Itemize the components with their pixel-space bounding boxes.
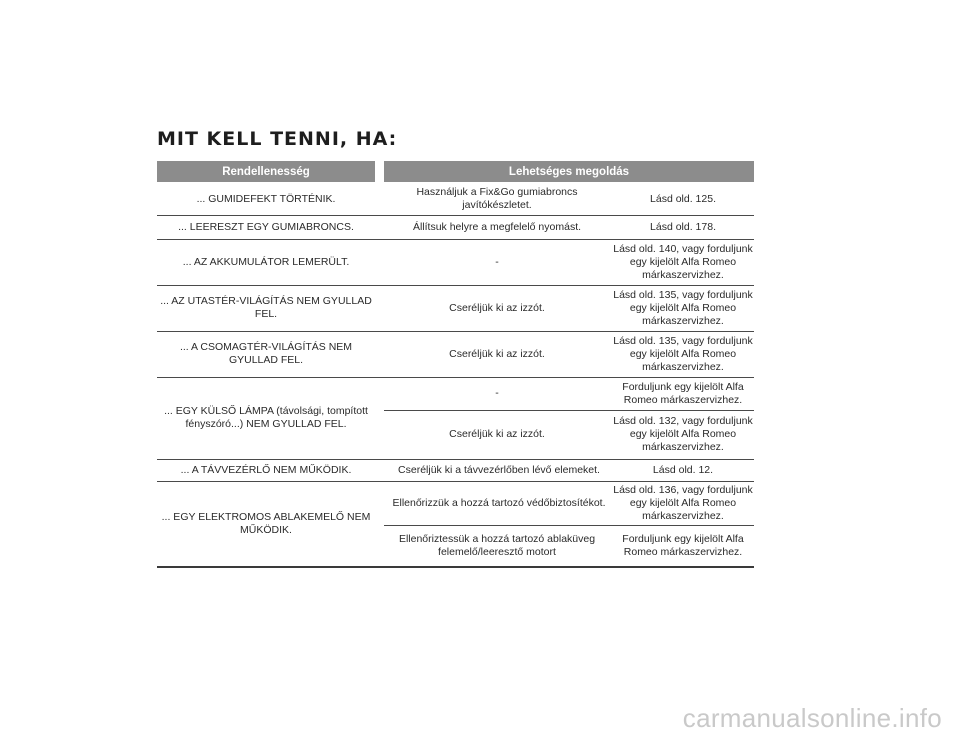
table-cell-action: Cseréljük ki az izzót. <box>449 347 545 360</box>
column-header-solution: Lehetséges megoldás <box>384 161 754 182</box>
table-cell-problem: ... AZ AKKUMULÁTOR LEMERÜLT. <box>182 255 350 268</box>
table-cell-action: Ellenőrizzük a hozzá tartozó védőbiztosítékot. <box>392 496 606 509</box>
table-cell-ref: Lásd old. 135, vagy forduljunk egy kijelölt Alfa Romeo márkaszervizhez. <box>613 334 753 373</box>
table-cell-action: Használjuk a Fix&Go gumiabroncs javítókészletet. <box>416 186 578 211</box>
table-cell-action: - <box>495 387 499 399</box>
table-cell-ref: Lásd old. 136, vagy forduljunk egy kijelölt Alfa Romeo márkaszervizhez. <box>613 483 753 522</box>
table-cell-action: Ellenőriztessük a hozzá tartozó ablaküveg felemelő/leeresztő motort <box>398 532 596 558</box>
table-cell-problem: ... LEERESZT EGY GUMIABRONCS. <box>178 220 354 233</box>
table-cell-ref: Lásd old. 132, vagy forduljunk egy kijelölt Alfa Romeo márkaszervizhez. <box>613 415 753 453</box>
table-cell-ref: Lásd old. 135, vagy forduljunk egy kijelölt Alfa Romeo márkaszervizhez. <box>613 288 753 327</box>
table-cell-action: - <box>495 255 499 268</box>
table-cell-problem: ... AZ UTASTÉR-VILÁGÍTÁS NEM GYULLAD FEL. <box>160 295 372 320</box>
table-cell-ref: Lásd old. 140, vagy forduljunk egy kijelölt Alfa Romeo márkaszervizhez. <box>613 242 753 281</box>
table-cell-action: Cseréljük ki az izzót. <box>449 428 545 440</box>
watermark: carmanualsonline.info <box>682 703 942 733</box>
table-bottom-border <box>157 566 754 568</box>
table-cell-ref: Lásd old. 178. <box>650 220 716 233</box>
table-cell-action: Cseréljük ki a távvezérlőben lévő elemeket. <box>398 463 600 476</box>
table-cell-ref: Forduljunk egy kijelölt Alfa Romeo márkaszervizhez. <box>622 380 744 406</box>
sub-row-divider <box>384 525 754 526</box>
table-cell-problem: ... EGY KÜLSŐ LÁMPA (távolsági, tompított fényszóró...) NEM GYULLAD FEL. <box>164 405 368 430</box>
table-cell-problem: ... A TÁVVEZÉRLŐ NEM MŰKÖDIK. <box>180 463 352 476</box>
table-cell-ref: Forduljunk egy kijelölt Alfa Romeo márkaszervizhez. <box>622 532 744 558</box>
table-cell-ref: Lásd old. 12. <box>652 463 714 476</box>
column-header-problem: Rendellenesség <box>157 161 375 182</box>
table-cell-ref: Lásd old. 125. <box>650 192 716 205</box>
table-cell-problem: ... EGY ELEKTROMOS ABLAKEMELŐ NEM MŰKÖDIK. <box>161 510 371 536</box>
table-cell-problem: ... A CSOMAGTÉR-VILÁGÍTÁS NEM GYULLAD FEL. <box>179 341 353 366</box>
table-cell-problem: ... GUMIDEFEKT TÖRTÉNIK. <box>196 192 336 205</box>
page-title: MIT KELL TENNI, HA: <box>157 128 398 150</box>
table-cell-action: Cseréljük ki az izzót. <box>449 301 545 314</box>
table-cell-action: Állítsuk helyre a megfelelő nyomást. <box>412 220 582 233</box>
